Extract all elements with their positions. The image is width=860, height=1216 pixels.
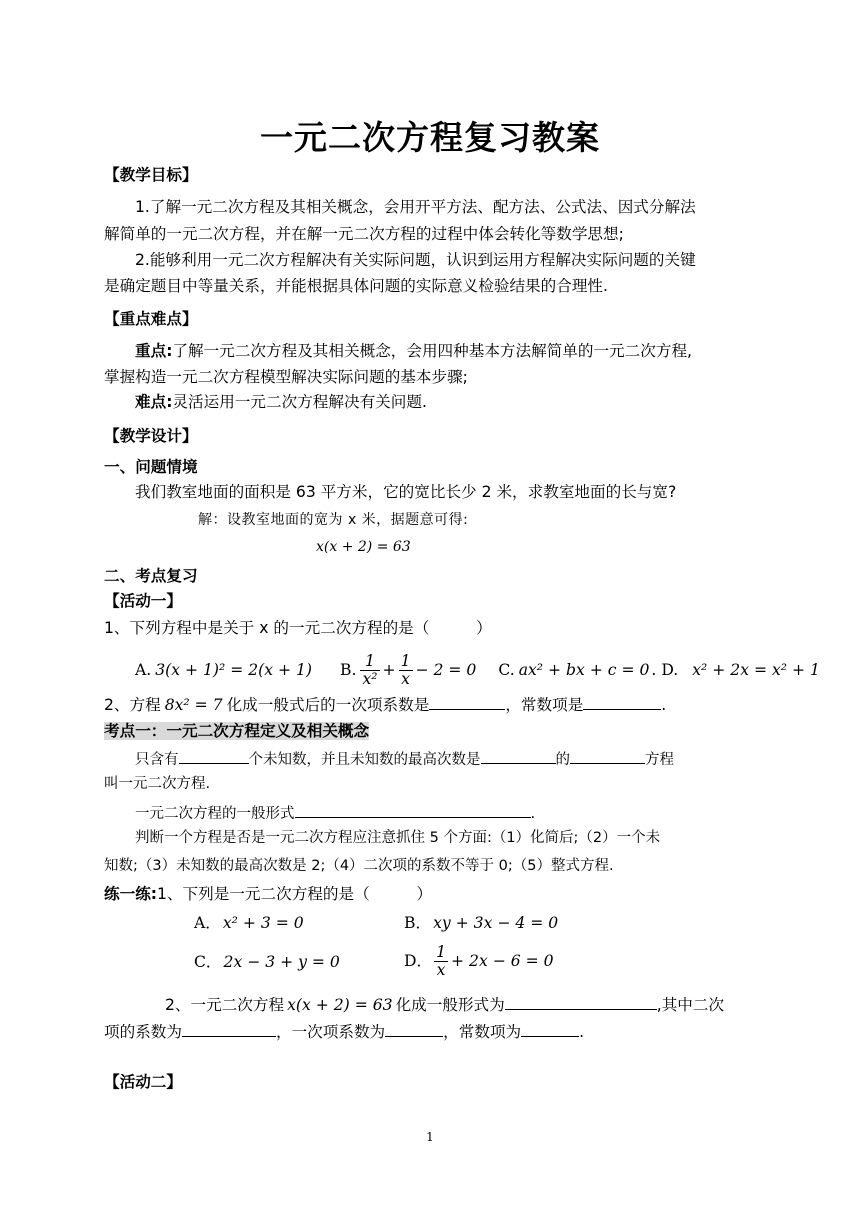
q2-text-d: . bbox=[661, 696, 667, 714]
section-2-heading: 二、考点复习 bbox=[104, 567, 198, 585]
q1-option-a: 3(x + 1)² = 2(x + 1) bbox=[155, 661, 313, 679]
q1-option-a-label: A. bbox=[135, 661, 152, 679]
definition-line-a bbox=[135, 748, 674, 770]
objective-1-line-b: 解简单的一元二次方程，并在解一元二次方程的过程中体会转化等数学思想; bbox=[104, 225, 624, 243]
q2-blank-constant[interactable] bbox=[583, 694, 661, 710]
page-number: 1 bbox=[426, 1130, 434, 1144]
objective-1-line-a: 1.了解一元二次方程及其相关概念，会用开平方法、配方法、公式法、因式分解法 bbox=[135, 198, 696, 216]
q1-option-b-fraction-1 bbox=[360, 653, 379, 688]
q1-option-b-label: B. bbox=[340, 661, 357, 679]
section-1-heading: 一、问题情境 bbox=[104, 458, 198, 476]
q1-option-b-plus: + bbox=[382, 661, 396, 679]
practice-option-a: x² + 3 = 0 bbox=[222, 914, 304, 932]
practice-option-d-den: x bbox=[436, 960, 446, 979]
activity-2-heading: 【活动二】 bbox=[104, 1073, 182, 1091]
practice-option-c-row bbox=[194, 952, 340, 972]
definition-blank-1[interactable] bbox=[179, 748, 249, 764]
question-1-options bbox=[135, 652, 820, 688]
solution-text: 解：设教室地面的宽为 x 米，据题意可得: bbox=[198, 512, 469, 528]
practice-q2-text-c: ,其中二次 bbox=[656, 996, 725, 1014]
question-1: 1、下列方程中是关于 x 的一元二次方程的是（ ） bbox=[104, 619, 492, 637]
practice-label: 练一练: bbox=[104, 885, 158, 903]
definition-text-d: 方程 bbox=[645, 752, 674, 768]
general-form-end: . bbox=[530, 806, 536, 822]
general-form-blank[interactable] bbox=[295, 802, 531, 818]
practice-option-c: 2x − 3 + y = 0 bbox=[223, 953, 340, 971]
q1-option-d: x² + 2x = x² + 1 bbox=[692, 661, 820, 679]
q2-text-b: 化成一般式后的一次项系数是 bbox=[226, 696, 430, 714]
q1-option-b-den-1: x² bbox=[362, 669, 378, 688]
practice-option-a-row bbox=[194, 913, 304, 933]
practice-option-b-row bbox=[404, 913, 558, 933]
practice-q2-text-e: ，一次项系数为 bbox=[275, 1023, 386, 1041]
key-point-line-b: 掌握构造一元二次方程模型解决实际问题的基本步骤; bbox=[104, 368, 468, 386]
practice-q2-blank-constant[interactable] bbox=[521, 1021, 579, 1037]
q1-option-b-tail: − 2 = 0 bbox=[415, 661, 477, 679]
q1-option-d-label: . D. bbox=[651, 661, 679, 679]
practice-option-d-label: D． bbox=[404, 952, 433, 970]
practice-q2-text-b: 化成一般形式为 bbox=[395, 996, 505, 1014]
definition-line-b: 叫一元二次方程. bbox=[104, 776, 211, 792]
problem-text: 我们教室地面的面积是 63 平方米，它的宽比长少 2 米，求教室地面的长与宽? bbox=[135, 483, 677, 501]
key-label: 重点: bbox=[135, 342, 173, 360]
definition-text-b: 个未知数，并且未知数的最高次数是 bbox=[248, 752, 481, 768]
q1-option-b-fraction-2 bbox=[399, 653, 413, 688]
activity-1-heading: 【活动一】 bbox=[104, 592, 182, 610]
judge-line-b: 知数;（3）未知数的最高次数是 2;（4）二次项的系数不等于 0;（5）整式方程. bbox=[104, 858, 614, 874]
practice-option-c-label: C． bbox=[194, 953, 222, 971]
definition-text-a: 只含有 bbox=[135, 752, 179, 768]
practice-q2-blank-linear-coefficient[interactable] bbox=[385, 1021, 443, 1037]
design-heading: 【教学设计】 bbox=[104, 427, 198, 445]
judge-line-a: 判断一个方程是否是一元二次方程应注意抓住 5 个方面:（1）化简后;（2）一个未 bbox=[135, 830, 661, 846]
q2-blank-linear-coefficient[interactable] bbox=[429, 694, 505, 710]
definition-blank-2[interactable] bbox=[481, 748, 556, 764]
q2-equation: 8x² = 7 bbox=[164, 696, 223, 714]
difficulty-line bbox=[135, 392, 427, 412]
q2-text-c: ，常数项是 bbox=[505, 696, 584, 714]
q2-prefix: 2、方程 bbox=[104, 696, 161, 714]
question-2 bbox=[104, 694, 666, 715]
general-form-line bbox=[135, 802, 535, 824]
practice-question-1 bbox=[104, 884, 432, 904]
practice-q2-blank-quadratic-coefficient[interactable] bbox=[182, 1021, 276, 1037]
practice-question-2-line-a bbox=[165, 994, 724, 1015]
practice-option-b: xy + 3x − 4 = 0 bbox=[433, 914, 559, 932]
practice-question-2-line-b bbox=[104, 1021, 584, 1042]
q1-option-b-den-2: x bbox=[401, 669, 410, 688]
practice-option-b-label: B． bbox=[404, 914, 432, 932]
practice-q2-text-g: . bbox=[579, 1023, 585, 1041]
key-point-line-a bbox=[135, 341, 692, 361]
practice-option-a-label: A． bbox=[194, 914, 221, 932]
practice-option-d-fraction bbox=[434, 944, 448, 979]
keypoints-heading: 【重点难点】 bbox=[104, 310, 198, 328]
definition-text-c: 的 bbox=[555, 752, 570, 768]
practice-option-d-row bbox=[404, 938, 554, 984]
practice-q2-equation: x(x + 2) = 63 bbox=[287, 996, 393, 1014]
point-1-heading: 考点一：一元二次方程定义及相关概念 bbox=[104, 722, 370, 740]
practice-q2-text-f: ，常数项为 bbox=[443, 1023, 522, 1041]
definition-blank-3[interactable] bbox=[570, 748, 645, 764]
page-title: 一元二次方程复习教案 bbox=[260, 118, 600, 157]
general-form-text: 一元二次方程的一般形式 bbox=[135, 806, 295, 822]
practice-q2-text-d: 项的系数为 bbox=[104, 1023, 182, 1041]
q1-option-c: ax² + bx + c = 0 bbox=[518, 661, 650, 679]
q1-option-b-num-2: 1 bbox=[400, 651, 411, 670]
q1-option-c-label: C. bbox=[498, 661, 515, 679]
practice-q2-text-a: 2、一元二次方程 bbox=[165, 996, 285, 1014]
objectives-heading: 【教学目标】 bbox=[104, 166, 198, 184]
problem-equation: x(x + 2) = 63 bbox=[316, 539, 411, 555]
point-1-heading-row bbox=[104, 721, 369, 741]
key-text-a: 了解一元二次方程及其相关概念，会用四种基本方法解简单的一元二次方程, bbox=[172, 342, 692, 360]
objective-2-line-a: 2.能够利用一元二次方程解决有关实际问题，认识到运用方程解决实际问题的关键 bbox=[135, 251, 696, 269]
practice-q2-blank-general-form[interactable] bbox=[505, 994, 657, 1010]
practice-option-d-tail: + 2x − 6 = 0 bbox=[451, 952, 554, 970]
objective-2-line-b: 是确定题目中等量关系，并能根据具体问题的实际意义检验结果的合理性. bbox=[104, 277, 608, 295]
difficulty-label: 难点: bbox=[135, 393, 173, 411]
difficulty-text: 灵活运用一元二次方程解决有关问题. bbox=[172, 393, 427, 411]
q1-option-b-num-1: 1 bbox=[360, 653, 379, 671]
practice-option-d-num: 1 bbox=[436, 942, 447, 961]
practice-q1-text: 1、下列是一元二次方程的是（ ） bbox=[157, 885, 433, 903]
